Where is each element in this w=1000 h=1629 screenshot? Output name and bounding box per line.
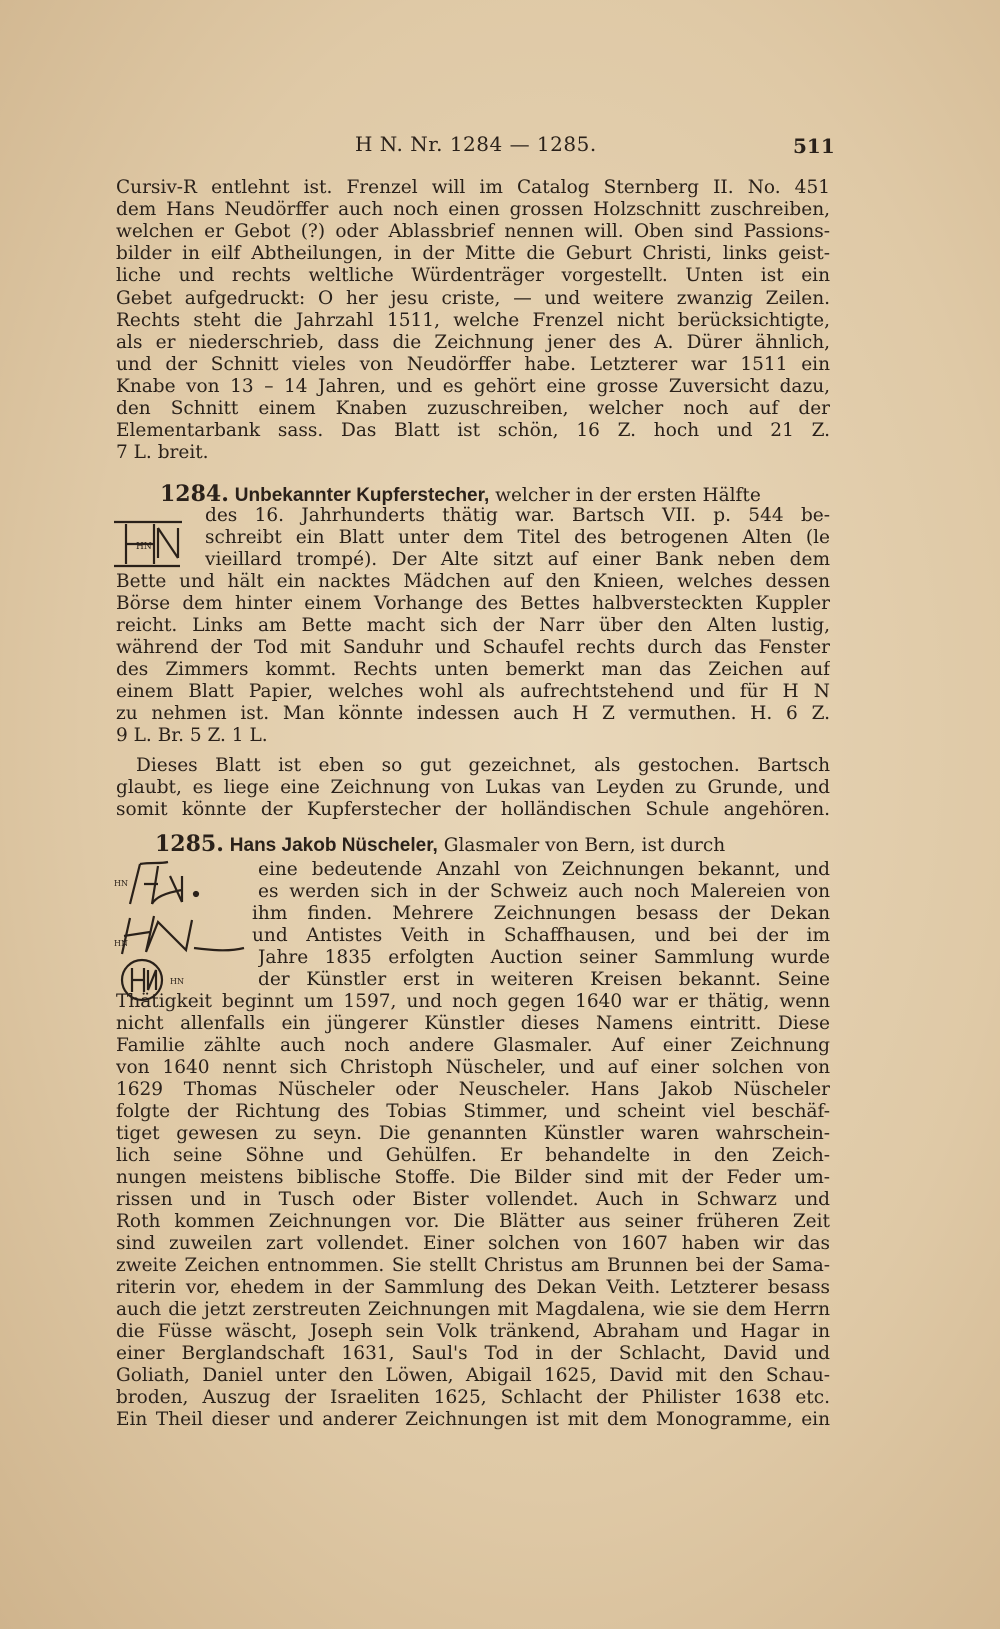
text-line: 9 L. Br. 5 Z. 1 L. — [116, 725, 268, 746]
text-line: lich seine Söhne und Gehülfen. Er behandelte in den Zeich- — [116, 1145, 830, 1166]
monogram-1284 — [110, 516, 190, 572]
monogram-letters: HN — [114, 879, 128, 888]
text-line: den Schnitt einem Knaben zuzuschreiben, welcher noch auf der — [116, 398, 830, 419]
text-line: von 1640 nennt sich Christoph Nüscheler, und auf einer solchen von — [116, 1057, 830, 1078]
monogram-letters: HN — [114, 939, 128, 948]
text-line: Rechts steht die Jahrzahl 1511, welche Frenzel nicht berücksichtigte, — [116, 310, 830, 331]
text-line: 7 L. breit. — [116, 442, 209, 463]
text-line: Gebet aufgedruckt: O her jesu criste, — und weitere zwanzig Zeilen. — [116, 288, 830, 309]
text-line: Jahre 1835 erfolgten Auction seiner Sammlung wurde — [258, 947, 830, 968]
text-line: des 16. Jahrhunderts thätig war. Bartsch VII. p. 544 be- — [205, 505, 830, 526]
text-line: somit könnte der Kupferstecher der holländischen Schule angehören. — [116, 799, 830, 820]
text-line: Ein Theil dieser und anderer Zeichnungen ist mit dem Monogramme, ein — [116, 1409, 830, 1430]
text-line: einem Blatt Papier, welches wohl als aufrechtstehend und für H N — [116, 681, 830, 702]
text-line: welchen er Gebot (?) oder Ablassbrief nennen will. Oben sind Passions- — [116, 221, 830, 242]
text-line: Elementarbank sass. Das Blatt ist schön, 16 Z. hoch und 21 Z. — [116, 420, 830, 441]
text-line: die Füsse wäscht, Joseph sein Volk tränkend, Abraham und Hagar in — [116, 1321, 830, 1342]
text-line: Roth kommen Zeichnungen vor. Die Blätter aus seiner früheren Zeit — [116, 1211, 830, 1232]
text-line: ihm finden. Mehrere Zeichnungen besass der Dekan — [252, 903, 830, 924]
text-line: sind zuweilen zart vollendet. Einer solchen von 1607 haben wir das — [116, 1233, 830, 1254]
text-line: Bette und hält ein nacktes Mädchen auf den Knieen, welches dessen — [116, 571, 830, 592]
text-line: dem Hans Neudörffer auch noch einen grossen Holzschnitt zuschreiben, — [116, 199, 830, 220]
text-line: und der Schnitt vieles von Neudörffer habe. Letzterer war 1511 ein — [116, 354, 830, 375]
text-line: Goliath, Daniel unter den Löwen, Abigail 1625, David mit den Schau- — [116, 1365, 830, 1386]
entry-number: 1284. — [160, 481, 229, 507]
text-line: nungen meistens biblische Stoffe. Die Bilder sind mit der Feder um- — [116, 1167, 830, 1188]
page-number: 511 — [793, 134, 835, 158]
text-line: Familie zählte auch noch andere Glasmaler. Auf einer Zeichnung — [116, 1035, 830, 1056]
text-line: Thätigkeit beginnt um 1597, und noch gegen 1640 war er thätig, wenn — [116, 991, 830, 1012]
text-line: der Künstler erst in weiteren Kreisen bekannt. Seine — [258, 969, 830, 990]
monogram-letters: HN — [170, 977, 184, 986]
text-line: während der Tod mit Sanduhr und Schaufel rechts durch das Fenster — [116, 637, 830, 658]
heading-text: welcher in der ersten Hälfte — [489, 485, 761, 506]
text-line: schreibt ein Blatt unter dem Titel des betrogenen Alten (le — [205, 527, 830, 548]
text-line: des Zimmers kommt. Rechts unten bemerkt man das Zeichen auf — [116, 659, 830, 680]
text-line: tiget gewesen zu seyn. Die genannten Künstler waren wahrschein- — [116, 1123, 830, 1144]
text-line: reicht. Links am Bette macht sich der Narr über den Alten lustig, — [116, 615, 830, 636]
text-line: vieillard trompé). Der Alte sitzt auf einer Bank neben dem — [205, 549, 830, 570]
text-line: bilder in eilf Abtheilungen, in der Mitte die Geburt Christi, links geist- — [116, 243, 830, 264]
text-line: und Antistes Veith in Schaffhausen, und bei der im — [252, 925, 830, 946]
text-line: glaubt, es liege eine Zeichnung von Lukas van Leyden zu Grunde, und — [116, 777, 830, 798]
text-line: als er niederschrieb, dass die Zeichnung jener des A. Dürer ähnlich, — [116, 332, 830, 353]
heading-text: Glasmaler von Bern, ist durch — [437, 835, 726, 856]
artist-name: Unbekannter Kupferstecher, — [234, 485, 490, 506]
text-line: riterin vor, ehedem in der Sammlung des Dekan Veith. Letzterer besass — [116, 1277, 830, 1298]
text-line: es werden sich in der Schweiz auch noch Malereien von — [258, 881, 830, 902]
entry-1285-heading — [155, 830, 830, 858]
page-header — [0, 128, 1000, 162]
text-line: rissen und in Tusch oder Bister vollendet. Auch in Schwarz und — [116, 1189, 830, 1210]
text-line: zu nehmen ist. Man könnte indessen auch H Z vermuthen. H. 6 Z. — [116, 703, 830, 724]
text-line: eine bedeutende Anzahl von Zeichnungen bekannt, und — [258, 859, 830, 880]
monogram-1285 — [110, 856, 250, 1002]
text-line: Knabe von 13 – 14 Jahren, und es gehört eine grosse Zuversicht dazu, — [116, 376, 830, 397]
entry-number: 1285. — [155, 831, 224, 857]
text-line: 1629 Thomas Nüscheler oder Neuscheler. Hans Jakob Nüscheler — [116, 1079, 830, 1100]
artist-name: Hans Jakob Nüscheler, — [229, 835, 438, 856]
text-line: Cursiv-R entlehnt ist. Frenzel will im Catalog Sternberg II. No. 451 — [116, 177, 830, 198]
monogram-letters: HN — [136, 542, 152, 552]
text-line: zweite Zeichen entnommen. Sie stellt Christus am Brunnen bei der Sama- — [116, 1255, 830, 1276]
text-line: Börse dem hinter einem Vorhange des Bettes halbversteckten Kuppler — [116, 593, 830, 614]
text-line: broden, Auszug der Israeliten 1625, Schlacht der Philister 1638 etc. — [116, 1387, 830, 1408]
text-line: liche und rechts weltliche Würdenträger vorgestellt. Unten ist ein — [116, 265, 830, 286]
text-line: folgte der Richtung des Tobias Stimmer, und scheint viel beschäf- — [116, 1101, 830, 1122]
text-line: einer Berglandschaft 1631, Saul's Tod in der Schlacht, David und — [116, 1343, 830, 1364]
text-line: nicht allenfalls ein jüngerer Künstler dieses Namens eintritt. Diese — [116, 1013, 830, 1034]
text-line: auch die jetzt zerstreuten Zeichnungen mit Magdalena, wie sie dem Herrn — [116, 1299, 830, 1320]
text-line: Dieses Blatt ist eben so gut gezeichnet, als gestochen. Bartsch — [136, 755, 830, 776]
running-title: H N. Nr. 1284 — 1285. — [355, 132, 597, 156]
